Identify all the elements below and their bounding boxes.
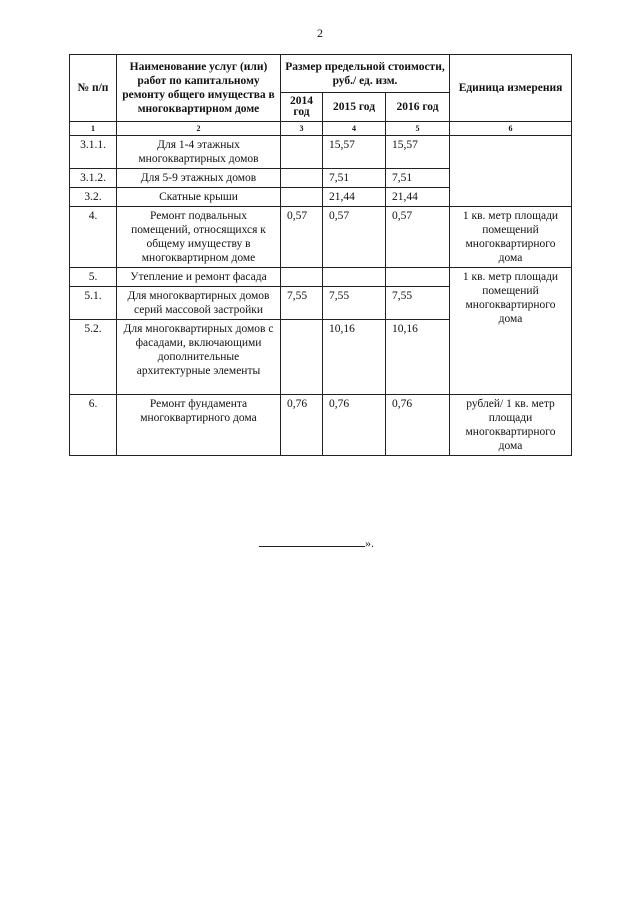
row-name: Скатные крыши — [117, 188, 281, 207]
row-name: Для многоквартирных домов серий массовой застройки — [117, 287, 281, 320]
row-value-2016 — [386, 268, 450, 287]
row-value-2016: 21,44 — [386, 188, 450, 207]
row-num: 4. — [70, 207, 117, 268]
row-num: 5. — [70, 268, 117, 287]
header-year-2014: 2014 год — [281, 93, 323, 122]
row-value-2014 — [281, 188, 323, 207]
row-name: Утепление и ремонт фасада — [117, 268, 281, 287]
column-number: 6 — [450, 122, 572, 136]
row-value-2015: 21,44 — [323, 188, 386, 207]
row-value-2014 — [281, 136, 323, 169]
row-value-2014: 0,57 — [281, 207, 323, 268]
cost-table — [69, 54, 572, 456]
row-value-2016: 7,51 — [386, 169, 450, 188]
row-unit: рублей/ 1 кв. метр площади многоквартирного дома — [450, 395, 572, 456]
row-num: 6. — [70, 395, 117, 456]
row-value-2015: 15,57 — [323, 136, 386, 169]
row-value-2015: 0,57 — [323, 207, 386, 268]
header-unit: Единица измерения — [450, 55, 572, 122]
closing-mark — [259, 536, 374, 551]
row-value-2016: 0,76 — [386, 395, 450, 456]
column-number: 1 — [70, 122, 117, 136]
row-value-2016: 10,16 — [386, 320, 450, 395]
signature-line — [259, 536, 365, 547]
closing-quote: ». — [365, 536, 374, 550]
row-value-2015: 10,16 — [323, 320, 386, 395]
row-name: Ремонт фундамента многоквартирного дома — [117, 395, 281, 456]
row-value-2015: 7,55 — [323, 287, 386, 320]
column-number: 2 — [117, 122, 281, 136]
table-row — [70, 136, 572, 169]
row-value-2014: 7,55 — [281, 287, 323, 320]
table-row — [70, 395, 572, 456]
row-name: Для многоквартирных домов с фасадами, включающими дополнительные архитектурные элементы — [117, 320, 281, 395]
row-num: 5.1. — [70, 287, 117, 320]
row-value-2015: 0,76 — [323, 395, 386, 456]
header-name: Наименование услуг (или) работ по капитальному ремонту общего имущества в многоквартирном доме — [117, 55, 281, 122]
row-name: Для 5-9 этажных домов — [117, 169, 281, 188]
row-value-2014 — [281, 268, 323, 287]
table-row — [70, 268, 572, 287]
header-num: № п/п — [70, 55, 117, 122]
row-num: 3.2. — [70, 188, 117, 207]
row-num: 3.1.1. — [70, 136, 117, 169]
row-unit: 1 кв. метр площади помещений многоквартирного дома — [450, 207, 572, 268]
header-row — [70, 55, 572, 93]
header-cost-group: Размер предельной стоимости, руб./ ед. изм. — [281, 55, 450, 93]
row-value-2015: 7,51 — [323, 169, 386, 188]
row-value-2015 — [323, 268, 386, 287]
header-year-2016: 2016 год — [386, 93, 450, 122]
row-name: Для 1-4 этажных многоквартирных домов — [117, 136, 281, 169]
column-number: 4 — [323, 122, 386, 136]
row-value-2014 — [281, 169, 323, 188]
row-value-2016: 15,57 — [386, 136, 450, 169]
column-number: 5 — [386, 122, 450, 136]
row-num: 3.1.2. — [70, 169, 117, 188]
table-row — [70, 207, 572, 268]
row-value-2016: 7,55 — [386, 287, 450, 320]
row-value-2014: 0,76 — [281, 395, 323, 456]
row-value-2014 — [281, 320, 323, 395]
row-name: Ремонт подвальных помещений, относящихся к общему имуществу в многоквартирном доме — [117, 207, 281, 268]
row-unit: 1 кв. метр площади помещений многоквартирного дома — [450, 268, 572, 395]
page-number: 2 — [317, 26, 323, 40]
header-year-2015: 2015 год — [323, 93, 386, 122]
column-number-row — [70, 122, 572, 136]
column-number: 3 — [281, 122, 323, 136]
row-num: 5.2. — [70, 320, 117, 395]
row-unit-empty — [450, 136, 572, 207]
row-value-2016: 0,57 — [386, 207, 450, 268]
